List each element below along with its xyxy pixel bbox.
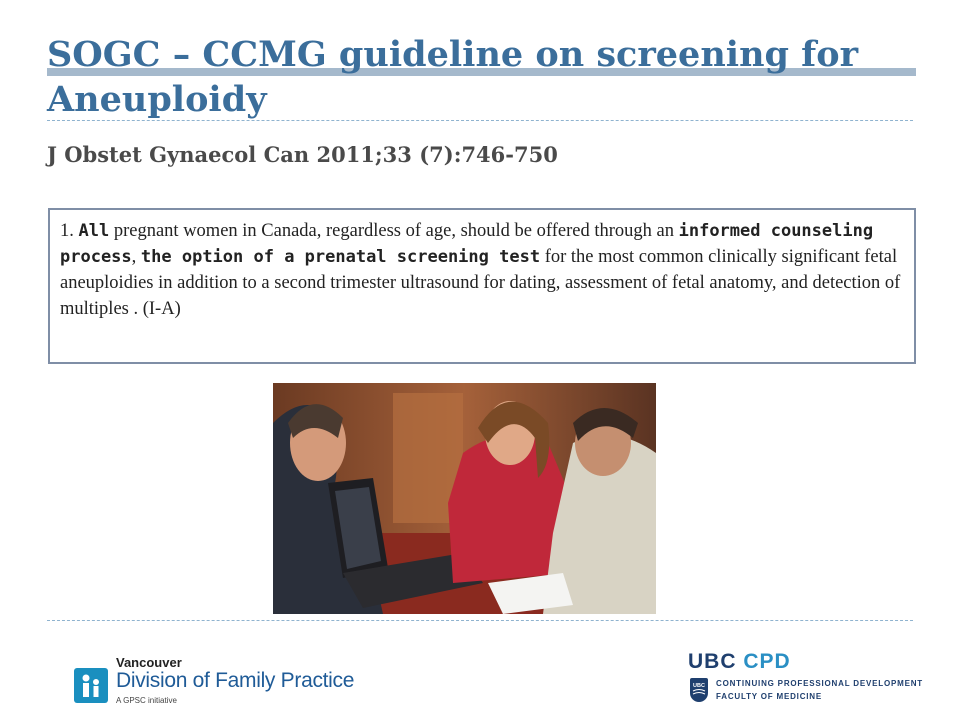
crest-label: UBC bbox=[693, 683, 705, 689]
counseling-photo bbox=[273, 383, 656, 614]
rec-bold-all: All bbox=[78, 221, 110, 241]
vdfp-line1: Vancouver bbox=[116, 655, 182, 670]
family-icon bbox=[74, 668, 108, 703]
ubc-crest-icon bbox=[690, 678, 708, 702]
cpd-text: CPD bbox=[743, 650, 791, 673]
rec-text-2: , bbox=[131, 247, 141, 267]
rec-text-3: for the most common clinically significant fetal aneuploidies in addition to a second trimester ultrasound for dating, assessment of fetal anatomy, and detection of multiples . (I-A) bbox=[60, 247, 901, 319]
divider-top bbox=[47, 120, 913, 121]
vdfp-line3: A GPSC initiative bbox=[116, 696, 177, 705]
citation: J Obstet Gynaecol Can 2011;33 (7):746-750 bbox=[47, 142, 558, 167]
ubc-cpd-logo bbox=[688, 650, 923, 712]
rec-number: 1. bbox=[60, 221, 79, 241]
vdfp-line2: Division of Family Practice bbox=[116, 669, 355, 692]
rec-text-1: pregnant women in Canada, regardless of age, should be offered through an bbox=[109, 221, 679, 241]
recommendation-box bbox=[48, 208, 916, 364]
divider-bottom bbox=[47, 620, 913, 621]
slide-title: SOGC – CCMG guideline on screening for Aneuploidy bbox=[47, 34, 859, 120]
rec-bold-option: the option of a prenatal screening test bbox=[140, 247, 541, 267]
ubc-sub2: FACULTY OF MEDICINE bbox=[716, 692, 823, 701]
rec-bold-counseling: informed counseling process bbox=[60, 221, 874, 267]
vdfp-logo bbox=[74, 655, 374, 710]
ubc-cpd-wordmark bbox=[688, 650, 791, 674]
ubc-text: UBC bbox=[688, 650, 737, 673]
ubc-sub1: CONTINUING PROFESSIONAL DEVELOPMENT bbox=[716, 679, 923, 688]
